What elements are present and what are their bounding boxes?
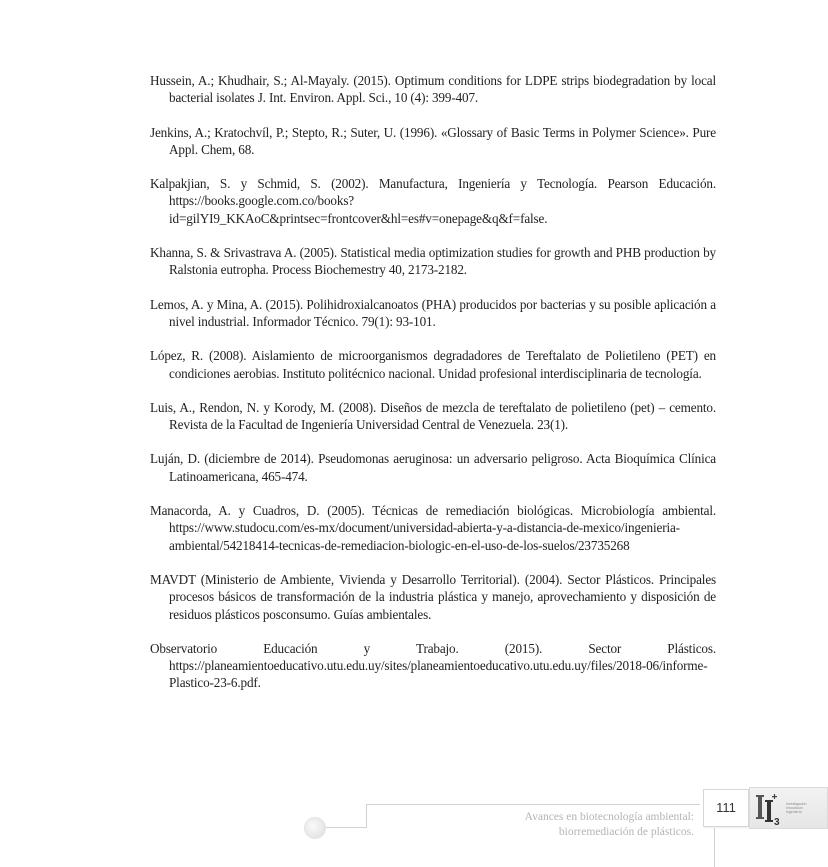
svg-text:3: 3 xyxy=(774,817,780,826)
reference-observatorio: Observatorio Educación y Trabajo. (2015). Sector Plásticos. https://planeamientoeducativo.utu.edu.uy/sites/planeamientoeducativo.utu.edu.uy/files/2018-06/informe-Plastico-23-6.pdf. xyxy=(150,640,716,691)
reference-jenkins: Jenkins, A.; Kratochvíl, P.; Stepto, R.; Suter, U. (1996). «Glossary of Basic Terms in Polymer Science». Pure Appl. Chem, 68. xyxy=(150,124,716,157)
publisher-logo xyxy=(749,787,828,829)
reference-list xyxy=(150,72,716,709)
footer-rule xyxy=(366,804,700,805)
footer-rule xyxy=(366,804,367,828)
reference-luis: Luis, A., Rendon, N. y Korody, M. (2008). Diseños de mezcla de tereftalato de polietileno (pet) – cemento. Revista de la Facultad de Ingeniería Universidad Central de Venezuela. 23(1). xyxy=(150,399,716,433)
page-number: 111 xyxy=(716,800,736,815)
reference-lemos: Lemos, A. y Mina, A. (2015). Polihidroxialcanoatos (PHA) producidos por bacterias y su posible aplicación a nivel industrial. Informador Técnico. 79(1): 93-101. xyxy=(150,296,716,329)
reference-hussein: Hussein, A.; Khudhair, S.; Al-Mayaly. (2015). Optimum conditions for LDPE strips biodegradation by local bacterial isolates J. Int. Environ. Appl. Sci., 10 (4): 399-407. xyxy=(150,73,716,106)
footer-title-line2: biorremediación de plásticos. xyxy=(558,826,694,838)
page-number-box xyxy=(703,789,749,827)
logo-wordmark: Investigación Innovación Ingeniería xyxy=(786,802,807,815)
reference-khanna: Khanna, S. & Srivastrava A. (2005). Statistical media optimization studies for growth and PHB production by Ralstonia eutropha. Process Biochemestry 40, 2173-2182. xyxy=(150,245,716,278)
reference-kalpakjian: Kalpakjian, S. y Schmid, S. (2002). Manufactura, Ingeniería y Tecnología. Pearson Educación. https://books.google.com.co/books?id=gilYI9_KKAoC&printsec=frontcover&hl=es#v=onepage&q&f=false. xyxy=(150,176,716,226)
reference-lujan: Luján, D. (diciembre de 2014). Pseudomonas aeruginosa: un adversario peligroso. Acta Bioquímica Clínica Latinoamericana, 465-474. xyxy=(150,451,716,484)
footer-title-line1: Avances en biotecnología ambiental: xyxy=(524,811,694,823)
i3-logo-icon xyxy=(756,792,786,826)
footer-circle-ornament xyxy=(304,817,326,839)
running-footer xyxy=(525,810,694,840)
footer-rule xyxy=(326,827,366,828)
reference-mavdt: MAVDT (Ministerio de Ambiente, Vivienda y Desarrollo Territorial). (2004). Sector Plásticos. Principales procesos básicos de transformación de la industria plástica y manejo, aprovechamiento y disposición de residuos plásticos posconsumo. Guías ambientales. xyxy=(150,571,716,622)
reference-lopez: López, R. (2008). Aislamiento de microorganismos degradadores de Tereftalato de Polietileno (PET) en condiciones aerobias. Instituto politécnico nacional. Unidad profesional interdisciplinaria de tecnología. xyxy=(150,348,716,381)
reference-manacorda: Manacorda, A. y Cuadros, D. (2005). Técnicas de remediación biológicas. Microbiología ambiental. https://www.studocu.com/es-mx/document/universidad-abierta-y-a-distancia-de-mexico/ingenieria-ambiental/54218414-tecnicas-de-remediacion-biologic-en-el-uso-de-los-suelos/23735268 xyxy=(150,503,716,553)
footer-rule xyxy=(714,828,715,867)
